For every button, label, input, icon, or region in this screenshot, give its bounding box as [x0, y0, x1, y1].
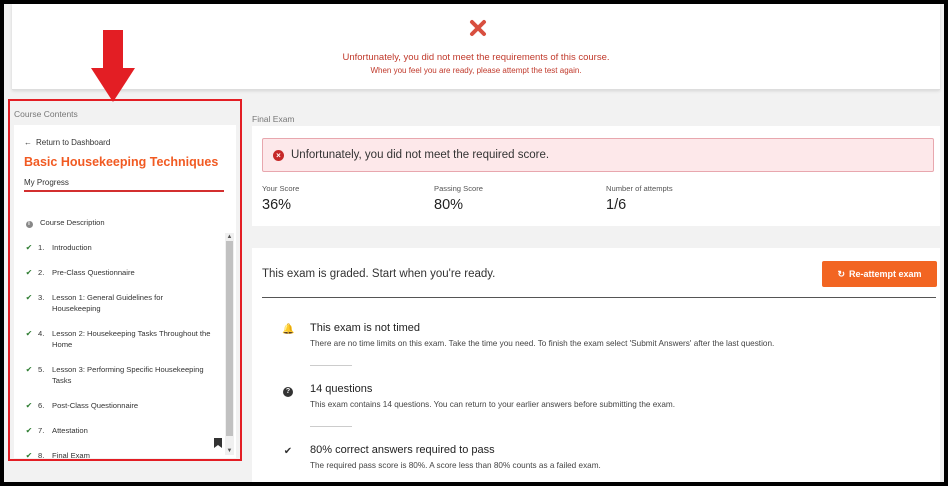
- check-icon: ✔: [25, 426, 33, 435]
- reattempt-exam-button[interactable]: [822, 261, 937, 287]
- info-title: This exam is not timed: [310, 322, 421, 334]
- info-desc: There are no time limits on this exam. Take the time you need. To finish the exam select 'Submit Answers' after the last question.: [310, 339, 775, 348]
- sidebar-item-number: 5.: [38, 365, 45, 374]
- your-score-value: 36%: [262, 197, 292, 213]
- course-contents-sidebar: [8, 99, 242, 461]
- attempts-stat: [606, 184, 673, 213]
- alert-text: Unfortunately, you did not meet the required score.: [291, 149, 550, 161]
- check-icon: ✔: [25, 268, 33, 277]
- info-icon: i: [24, 217, 34, 228]
- sidebar-item-label: Post-Class Questionnaire: [52, 401, 139, 410]
- sidebar-item-number: 3.: [38, 293, 45, 302]
- divider: [262, 297, 936, 298]
- sidebar-item-label: Lesson 2: Housekeeping Tasks Throughout the Home: [52, 329, 211, 349]
- check-icon: ✔: [25, 293, 33, 302]
- sidebar-item-label: Pre-Class Questionnaire: [52, 268, 135, 277]
- scroll-down-icon[interactable]: ▼: [226, 448, 233, 454]
- check-icon: ✔: [25, 329, 33, 338]
- banner-submessage: When you feel you are ready, please attempt the test again.: [370, 66, 582, 75]
- sidebar-item-number: 1.: [38, 243, 45, 252]
- scroll-up-icon[interactable]: ▲: [226, 234, 233, 240]
- info-title: 14 questions: [310, 383, 373, 395]
- question-circle-icon: ?: [282, 385, 294, 397]
- back-link-label: Return to Dashboard: [36, 138, 111, 147]
- sidebar-item-label: Attestation: [52, 426, 88, 435]
- passing-score-label: Passing Score: [434, 184, 483, 193]
- passing-score-stat: [434, 184, 483, 213]
- reattempt-label: Re-attempt exam: [849, 269, 922, 279]
- sidebar-item-label: Lesson 1: General Guidelines for Housekeeping: [52, 293, 164, 313]
- sidebar-item-label: Introduction: [52, 243, 92, 252]
- attempts-label: Number of attempts: [606, 184, 673, 193]
- sidebar-item-label: Course Description: [40, 218, 105, 227]
- annotation-arrow-icon: [91, 30, 135, 102]
- score-alert: [262, 138, 934, 172]
- sidebar-title: Course Contents: [14, 109, 78, 119]
- course-title: Basic Housekeeping Techniques: [24, 155, 219, 169]
- error-x-icon: ×: [273, 150, 284, 161]
- sidebar-scrollbar[interactable]: [225, 233, 234, 455]
- sidebar-item-number: 6.: [38, 401, 45, 410]
- info-desc: The required pass score is 80%. A score less than 80% counts as a failed exam.: [310, 461, 601, 470]
- sidebar-item-number: 2.: [38, 268, 45, 277]
- divider: [310, 365, 352, 366]
- progress-bar: [24, 190, 224, 192]
- your-score-stat: [262, 184, 299, 213]
- sidebar-item-number: 8.: [38, 451, 45, 458]
- check-icon: ✔: [25, 365, 33, 374]
- refresh-icon: ↻: [837, 269, 845, 279]
- scrollbar-thumb[interactable]: [226, 241, 233, 436]
- sidebar-card: [14, 125, 236, 458]
- check-icon: ✔: [25, 243, 33, 252]
- attempts-value: 1/6: [606, 197, 627, 213]
- check-icon: ✔: [25, 401, 33, 410]
- passing-score-value: 80%: [434, 197, 464, 213]
- exam-heading: This exam is graded. Start when you're ready.: [262, 268, 496, 280]
- banner-message: Unfortunately, you did not meet the requirements of this course.: [342, 52, 610, 63]
- final-exam-section-title: Final Exam: [252, 114, 295, 124]
- sidebar-item-number: 4.: [38, 329, 45, 338]
- check-icon: ✔: [283, 446, 293, 457]
- sidebar-item-label: Final Exam: [52, 451, 90, 458]
- my-progress-label: My Progress: [24, 178, 69, 187]
- course-item-list: [14, 205, 226, 458]
- return-to-dashboard-link[interactable]: [24, 138, 110, 147]
- arrow-left-icon: ←: [24, 138, 32, 147]
- sidebar-item-label: Lesson 3: Performing Specific Housekeeping Tasks: [52, 365, 204, 385]
- score-card: [252, 126, 940, 226]
- close-x-icon: [468, 18, 488, 38]
- app-frame: [4, 4, 944, 482]
- check-icon: ✔: [25, 451, 33, 458]
- sidebar-item-number: 7.: [38, 426, 45, 435]
- info-title: 80% correct answers required to pass: [310, 444, 495, 456]
- your-score-label: Your Score: [262, 184, 300, 193]
- bell-icon: 🔔: [282, 324, 295, 335]
- divider: [310, 426, 352, 427]
- exam-info-card: [252, 248, 940, 482]
- info-desc: This exam contains 14 questions. You can return to your earlier answers before submitting the exam.: [310, 400, 675, 409]
- result-banner: [12, 4, 940, 90]
